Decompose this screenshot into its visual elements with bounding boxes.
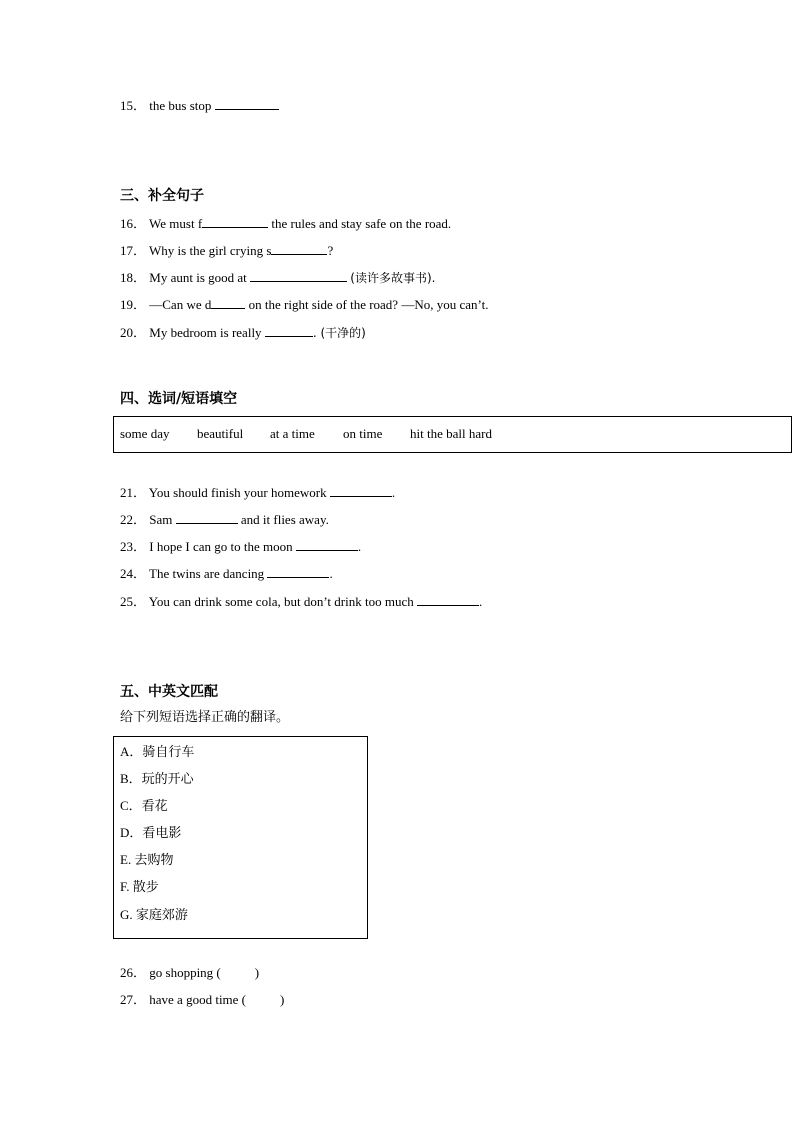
question-text-post: . xyxy=(391,485,396,500)
section-4-title: 四、选词/短语填空 xyxy=(120,391,238,407)
question-number: 15． xyxy=(120,98,147,113)
question-text-pre: Why is the girl crying s xyxy=(149,243,272,258)
option-b xyxy=(120,770,194,789)
question-text-post: . xyxy=(329,566,333,581)
question-text-pre: My bedroom is really xyxy=(149,325,262,340)
question-text: go shopping ( xyxy=(149,965,221,980)
question-number: 25． xyxy=(120,594,147,609)
question-25 xyxy=(120,593,482,611)
option-c xyxy=(120,797,168,816)
question-text-post: . xyxy=(357,539,362,554)
question-text: have a good time ( xyxy=(149,992,247,1007)
question-text-post: . xyxy=(478,594,483,609)
option-letter: A． xyxy=(120,744,143,759)
chinese-hint: . (干净的) xyxy=(312,326,366,340)
question-text-post: on the right side of the road? —No, you can’t. xyxy=(248,297,489,312)
option-letter: C． xyxy=(120,798,142,813)
question-text-pre: The twins are dancing xyxy=(149,566,265,581)
option-letter: D． xyxy=(120,825,143,840)
question-27 xyxy=(120,991,284,1009)
option-letter: B． xyxy=(120,771,142,786)
question-text-pre: My aunt is good at xyxy=(149,270,247,285)
question-26 xyxy=(120,964,259,982)
question-number: 24． xyxy=(120,566,147,581)
option-text: 家庭郊游 xyxy=(135,908,188,923)
option-letter: F. xyxy=(120,879,130,894)
word-bank-item: hit the ball hard xyxy=(410,426,492,441)
answer-blank[interactable] xyxy=(176,511,238,524)
section-3-title: 三、补全句子 xyxy=(120,188,204,204)
answer-blank[interactable] xyxy=(296,538,358,551)
question-17 xyxy=(120,242,333,260)
option-text: 看电影 xyxy=(142,826,182,841)
question-number: 19． xyxy=(120,297,147,312)
answer-blank[interactable] xyxy=(202,215,268,228)
answer-blank[interactable] xyxy=(211,296,245,309)
answer-blank[interactable] xyxy=(250,269,347,282)
question-number: 27． xyxy=(120,992,147,1007)
question-text: the bus stop xyxy=(149,98,212,113)
question-number: 17． xyxy=(120,243,147,258)
section-5-instruction: 给下列短语选择正确的翻译。 xyxy=(120,710,290,725)
question-22 xyxy=(120,511,329,529)
answer-blank[interactable] xyxy=(417,593,479,606)
option-text: 骑自行车 xyxy=(142,745,195,760)
question-21 xyxy=(120,484,395,502)
option-letter: E. xyxy=(120,852,132,867)
close-paren: ) xyxy=(280,992,285,1007)
question-text-post: and it flies away. xyxy=(240,512,329,527)
option-text: 去购物 xyxy=(134,853,174,868)
question-16 xyxy=(120,215,451,233)
question-number: 21． xyxy=(120,485,147,500)
question-text-post: ? xyxy=(327,243,334,258)
option-letter: G. xyxy=(120,907,133,922)
option-g xyxy=(120,906,188,925)
question-number: 22． xyxy=(120,512,147,527)
answer-blank[interactable] xyxy=(267,565,329,578)
close-paren: ) xyxy=(254,965,260,980)
question-20 xyxy=(120,324,366,342)
option-text: 玩的开心 xyxy=(141,772,194,787)
word-bank-item: at a time xyxy=(270,426,315,441)
answer-blank[interactable] xyxy=(215,97,279,110)
option-text: 散步 xyxy=(132,880,159,895)
question-number: 20． xyxy=(120,325,147,340)
answer-blank[interactable] xyxy=(265,324,313,337)
question-text-pre: We must f xyxy=(149,216,203,231)
question-text-pre: You should finish your homework xyxy=(148,485,327,500)
word-bank-item: on time xyxy=(343,426,383,441)
question-text-pre: You can drink some cola, but don’t drink too much xyxy=(148,594,414,609)
word-bank-item: some day xyxy=(120,426,170,441)
question-24 xyxy=(120,565,333,583)
question-number: 18． xyxy=(120,270,147,285)
answer-blank[interactable] xyxy=(330,484,392,497)
option-a xyxy=(120,743,194,762)
question-15 xyxy=(120,97,279,115)
chinese-hint: (读许多故事书). xyxy=(350,271,436,285)
word-bank-item: beautiful xyxy=(197,426,244,441)
question-18 xyxy=(120,269,435,287)
option-d xyxy=(120,824,181,843)
word-bank xyxy=(113,416,792,453)
option-f xyxy=(120,878,159,897)
section-5-title: 五、中英文匹配 xyxy=(120,684,218,700)
question-number: 16． xyxy=(120,216,147,231)
question-text-pre: —Can we d xyxy=(149,297,212,312)
option-e xyxy=(120,851,173,870)
question-number: 23． xyxy=(120,539,147,554)
options-box xyxy=(113,736,368,939)
question-text-pre: Sam xyxy=(149,512,173,527)
question-19 xyxy=(120,296,488,314)
question-text-pre: I hope I can go to the moon xyxy=(149,539,293,554)
question-number: 26． xyxy=(120,965,147,980)
question-23 xyxy=(120,538,361,556)
option-text: 看花 xyxy=(141,799,168,814)
question-text-post: the rules and stay safe on the road. xyxy=(271,216,452,231)
answer-blank[interactable] xyxy=(271,242,327,255)
